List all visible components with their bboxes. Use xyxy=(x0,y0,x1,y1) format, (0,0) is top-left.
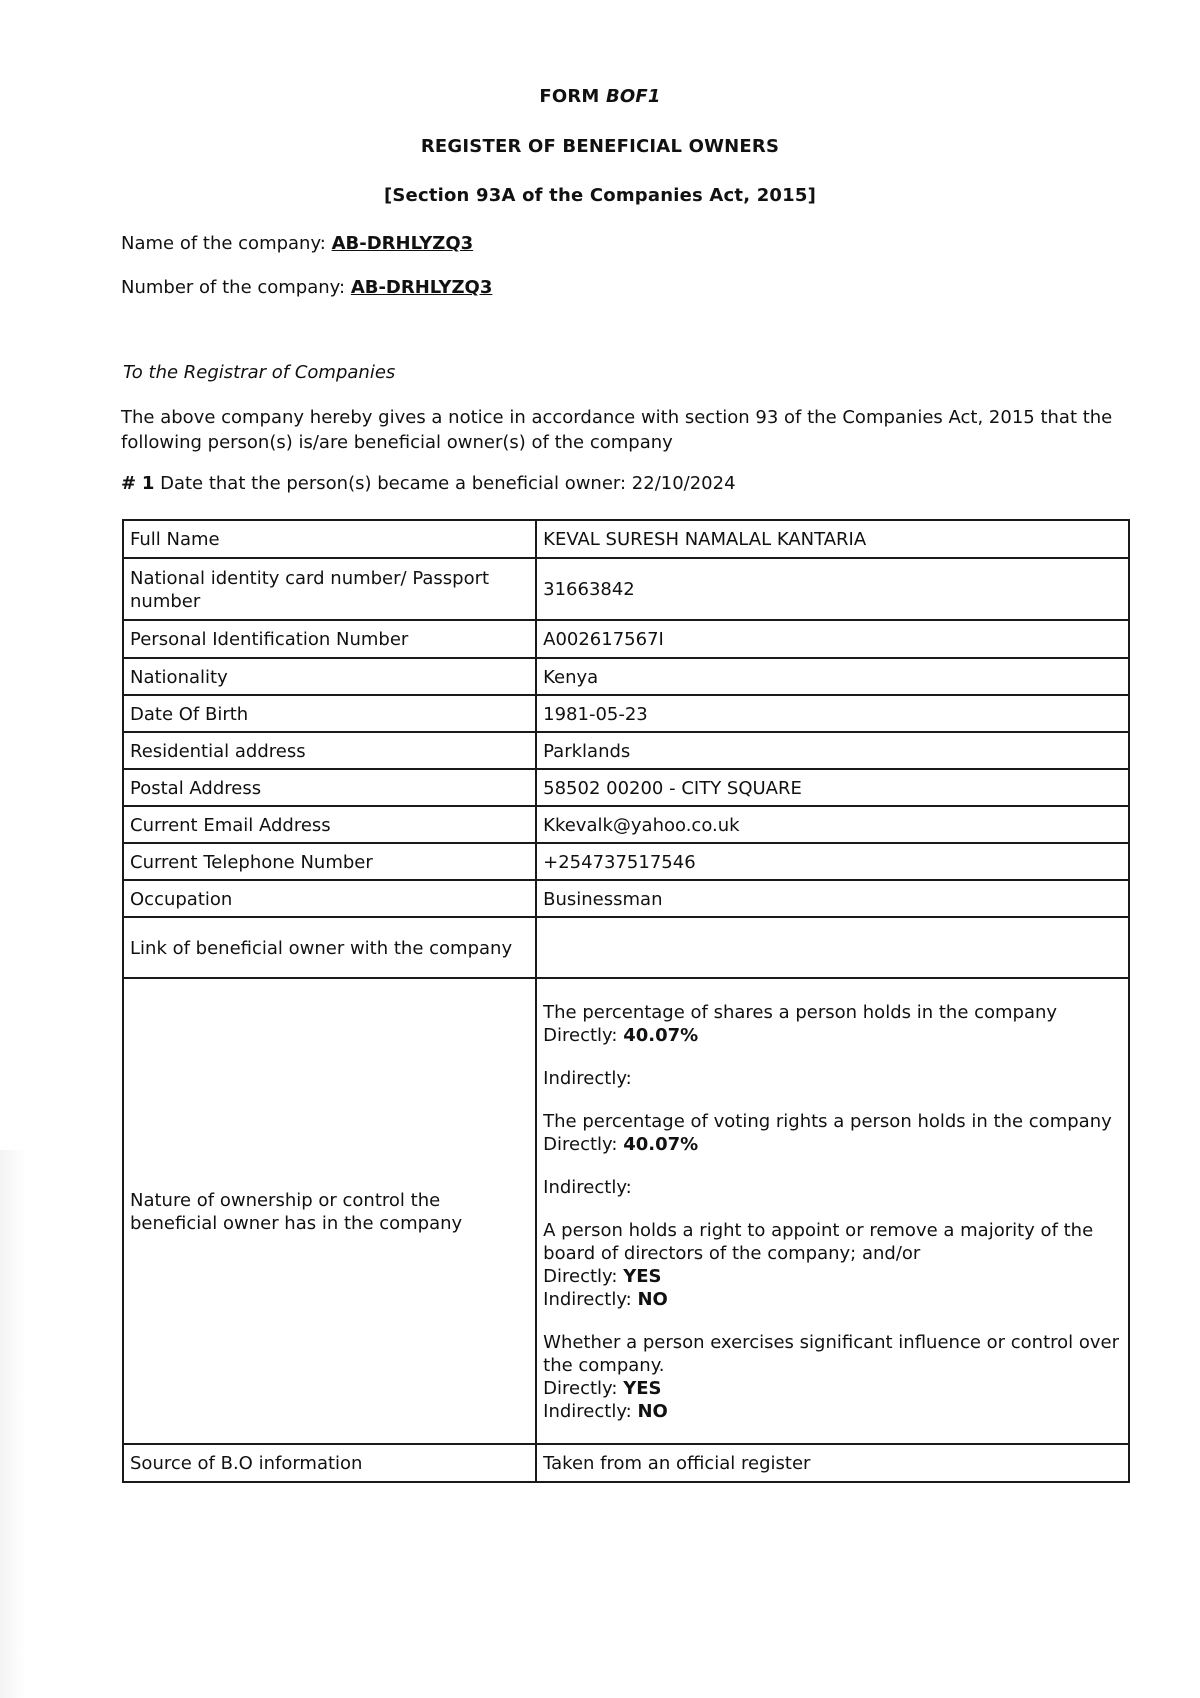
voting-directly-label: Directly: xyxy=(543,1134,618,1155)
board-directly-label: Directly: xyxy=(543,1266,618,1287)
nature-influence xyxy=(543,1331,1122,1423)
table-row xyxy=(123,1444,1129,1482)
influence-text: Whether a person exercises significant influence or control over the company. xyxy=(543,1332,1120,1376)
register-title: REGISTER OF BENEFICIAL OWNERS xyxy=(420,136,780,157)
influence-indirectly-value: NO xyxy=(637,1401,668,1422)
table-row xyxy=(123,620,1129,658)
company-name-label: Name of the company: xyxy=(121,233,326,254)
table-row xyxy=(123,658,1129,695)
owner-date-line xyxy=(121,473,736,494)
company-name-value: AB-DRHLYZQ3 xyxy=(331,233,474,254)
board-text: A person holds a right to appoint or remove a majority of the board of directors of the company; and/or xyxy=(543,1220,1094,1264)
entry-date-text: Date that the person(s) became a beneficial owner: 22/10/2024 xyxy=(160,473,736,494)
row-value-source: Taken from an official register xyxy=(536,1444,1129,1482)
company-number-value: AB-DRHLYZQ3 xyxy=(350,277,493,298)
row-value-id-number: 31663842 xyxy=(536,558,1129,620)
voting-indirectly-label: Indirectly: xyxy=(543,1177,632,1198)
voting-text: The percentage of voting rights a person holds in the company xyxy=(543,1111,1112,1132)
row-label-pin: Personal Identification Number xyxy=(123,620,536,658)
row-value-nature xyxy=(536,978,1129,1444)
table-row xyxy=(123,806,1129,843)
row-value-occupation: Businessman xyxy=(536,880,1129,917)
row-label-nationality: Nationality xyxy=(123,658,536,695)
row-value-email: Kkevalk@yahoo.co.uk xyxy=(536,806,1129,843)
row-value-nationality: Kenya xyxy=(536,658,1129,695)
table-row xyxy=(123,880,1129,917)
row-value-date-of-birth: 1981-05-23 xyxy=(536,695,1129,732)
nature-shares xyxy=(543,1001,1122,1047)
table-row xyxy=(123,917,1129,978)
section-reference: [Section 93A of the Companies Act, 2015] xyxy=(383,185,817,206)
row-label-date-of-birth: Date Of Birth xyxy=(123,695,536,732)
table-row xyxy=(123,978,1129,1444)
voting-directly-value: 40.07% xyxy=(623,1134,699,1155)
nature-voting-indirect xyxy=(543,1176,1122,1199)
row-label-residential-address: Residential address xyxy=(123,732,536,769)
shares-directly-label: Directly: xyxy=(543,1025,618,1046)
registrar-salutation: To the Registrar of Companies xyxy=(123,362,396,383)
influence-indirectly-label: Indirectly: xyxy=(543,1401,632,1422)
company-name-line xyxy=(121,233,473,254)
row-label-source: Source of B.O information xyxy=(123,1444,536,1482)
row-label-postal-address: Postal Address xyxy=(123,769,536,806)
company-number-line xyxy=(121,277,492,298)
influence-directly-label: Directly: xyxy=(543,1378,618,1399)
row-label-email: Current Email Address xyxy=(123,806,536,843)
row-value-residential-address: Parklands xyxy=(536,732,1129,769)
table-row xyxy=(123,732,1129,769)
board-indirectly-value: NO xyxy=(637,1289,668,1310)
row-value-postal-address: 58502 00200 - CITY SQUARE xyxy=(536,769,1129,806)
company-number-label: Number of the company: xyxy=(121,277,346,298)
row-label-full-name: Full Name xyxy=(123,520,536,558)
row-value-pin: A002617567I xyxy=(536,620,1129,658)
table-row xyxy=(123,520,1129,558)
shares-directly-value: 40.07% xyxy=(623,1025,699,1046)
nature-voting xyxy=(543,1110,1122,1156)
table-row xyxy=(123,769,1129,806)
notice-paragraph: The above company hereby gives a notice in accordance with section 93 of the Companies Act, 2015 that the following person(s) is/are beneficial owner(s) of the company xyxy=(121,407,1113,453)
shares-indirectly-label: Indirectly: xyxy=(543,1068,632,1089)
form-prefix: FORM xyxy=(539,86,600,107)
shares-text: The percentage of shares a person holds in the company xyxy=(543,1002,1058,1023)
row-label-link: Link of beneficial owner with the company xyxy=(123,917,536,978)
table-row xyxy=(123,695,1129,732)
row-value-telephone: +254737517546 xyxy=(536,843,1129,880)
nature-details xyxy=(543,1001,1122,1423)
row-value-full-name: KEVAL SURESH NAMALAL KANTARIA xyxy=(536,520,1129,558)
row-label-id-number: National identity card number/ Passport number xyxy=(123,558,536,620)
form-code: BOF1 xyxy=(605,86,661,107)
entry-number: 1 xyxy=(141,473,155,494)
row-label-telephone: Current Telephone Number xyxy=(123,843,536,880)
entry-hash: # xyxy=(121,473,137,494)
row-label-nature: Nature of ownership or control the beneficial owner has in the company xyxy=(123,978,536,1444)
board-directly-value: YES xyxy=(623,1266,662,1287)
beneficial-owner-table xyxy=(122,519,1130,1483)
nature-shares-indirect xyxy=(543,1067,1122,1090)
nature-board xyxy=(543,1219,1122,1311)
form-title xyxy=(0,86,1200,107)
scan-shadow xyxy=(0,1150,26,1698)
row-label-occupation: Occupation xyxy=(123,880,536,917)
table-row xyxy=(123,558,1129,620)
board-indirectly-label: Indirectly: xyxy=(543,1289,632,1310)
row-value-link xyxy=(536,917,1129,978)
table-row xyxy=(123,843,1129,880)
influence-directly-value: YES xyxy=(623,1378,662,1399)
